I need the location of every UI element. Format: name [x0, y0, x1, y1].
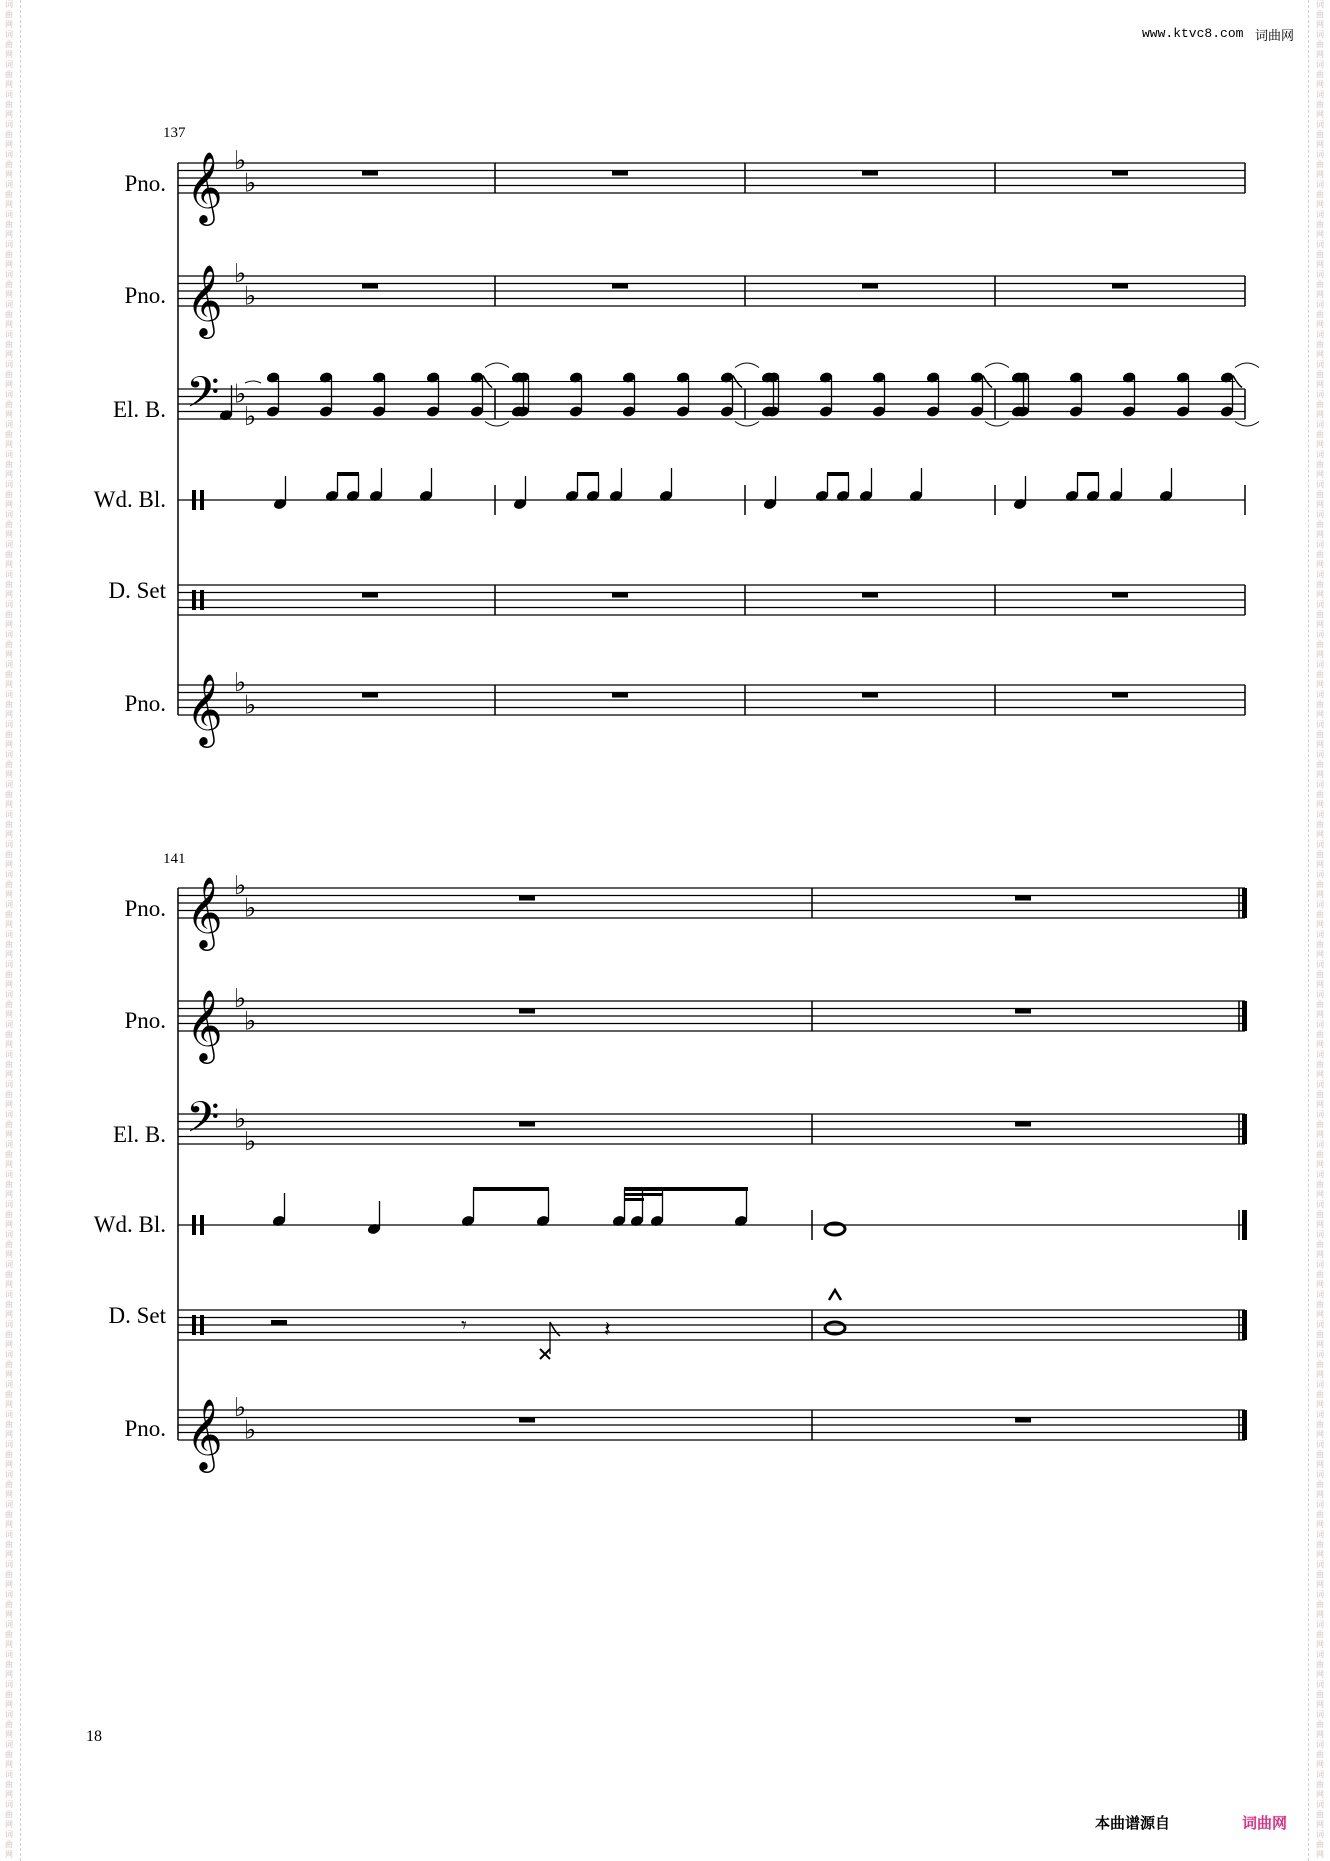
whole-rest: [862, 593, 878, 598]
whole-rest: [519, 896, 535, 901]
tie: [485, 363, 509, 368]
whole-rest: [862, 693, 878, 698]
marcato-accent: [829, 1290, 841, 1300]
tie: [735, 363, 759, 368]
whole-rest: [1015, 1122, 1031, 1127]
whole-rest: [612, 593, 628, 598]
percussion-clef: [192, 490, 196, 510]
instrument-label: Pno.: [124, 283, 166, 308]
footer-site-name: 词曲网: [1242, 1814, 1288, 1832]
percussion-clef: [200, 1215, 204, 1235]
treble-clef: 𝄞: [186, 672, 223, 745]
final-barline: [1242, 1114, 1247, 1144]
percussion-clef: [200, 590, 204, 610]
flat-sign: ♭: [244, 893, 257, 924]
header-site-url: www.ktvc8.com: [1142, 26, 1244, 41]
tie: [245, 381, 261, 383]
flat-sign: ♭: [244, 1006, 257, 1037]
treble-clef: 𝄞: [186, 263, 223, 336]
note-beam: [337, 472, 359, 476]
flat-sign: ♭: [244, 1415, 257, 1446]
whole-rest: [862, 171, 878, 176]
measure-number: 141: [163, 851, 186, 867]
instrument-label: D. Set: [108, 1303, 166, 1328]
flat-sign: ♭: [234, 668, 247, 698]
whole-rest: [1112, 593, 1128, 598]
bass-clef: 𝄢: [186, 368, 220, 428]
note-beam: [1077, 472, 1099, 476]
whole-rest: [1112, 171, 1128, 176]
instrument-label: Pno.: [124, 896, 166, 921]
note-beam: [827, 472, 849, 476]
final-barline: [1242, 888, 1247, 918]
whole-rest: [519, 1122, 535, 1127]
whole-rest: [1112, 693, 1128, 698]
tie: [985, 363, 1009, 368]
flat-sign: ♭: [234, 379, 247, 410]
footer-source-label: 本曲谱源自: [1095, 1814, 1171, 1832]
treble-clef: 𝄞: [186, 875, 223, 948]
tie: [735, 422, 759, 427]
whole-rest: [519, 1009, 535, 1014]
note-beam: [577, 472, 599, 476]
instrument-label: El. B.: [112, 1122, 166, 1147]
flat-sign: ♭: [234, 146, 247, 176]
instrument-label: Wd. Bl.: [93, 487, 166, 512]
instrument-label: Pno.: [124, 691, 166, 716]
whole-rest: [1015, 1009, 1031, 1014]
flat-sign: ♭: [244, 168, 257, 199]
tie: [1235, 422, 1259, 427]
flat-sign: ♭: [234, 871, 247, 901]
whole-rest: [362, 171, 378, 176]
flat-sign: ♭: [234, 1104, 247, 1135]
left-watermark: 词曲网词曲网词曲网词曲网词曲网词曲网词曲网词曲网词曲网词曲网词曲网词曲网词曲网词曲网词曲网词曲网词曲网词曲网词曲网词曲网词曲网词曲网词曲网词曲网词曲网词曲网词曲网词曲网词曲网词曲网词曲网词曲网词曲网词曲网词曲网词曲网词曲网词曲网词曲网词曲网词曲网词曲网词曲网词曲网词曲网词曲网词曲网词曲网词曲网词曲网词曲网词曲网词曲网词曲网词曲网词曲网词曲网词曲网词曲网词曲网词曲网词曲网: [5, 0, 13, 1859]
eighth-rest: 𝄾: [461, 1313, 467, 1339]
final-barline: [1242, 1210, 1247, 1240]
percussion-clef: [200, 1315, 204, 1335]
note-flag: [550, 1322, 560, 1336]
page-number: 18: [86, 1728, 102, 1745]
final-barline: [1242, 1310, 1247, 1340]
flat-sign: ♭: [244, 281, 257, 312]
note-beam: [473, 1187, 549, 1191]
right-watermark: 词曲网词曲网词曲网词曲网词曲网词曲网词曲网词曲网词曲网词曲网词曲网词曲网词曲网词曲网词曲网词曲网词曲网词曲网词曲网词曲网词曲网词曲网词曲网词曲网词曲网词曲网词曲网词曲网词曲网词曲网词曲网词曲网词曲网词曲网词曲网词曲网词曲网词曲网词曲网词曲网词曲网词曲网词曲网词曲网词曲网词曲网词曲网词曲网词曲网词曲网词曲网词曲网词曲网词曲网词曲网词曲网词曲网词曲网词曲网词曲网词曲网词曲网: [1316, 0, 1324, 1859]
whole-rest: [362, 693, 378, 698]
flat-sign: ♭: [234, 984, 247, 1014]
tie: [1235, 363, 1259, 368]
header-site-name: 词曲网: [1255, 29, 1295, 44]
whole-rest: [362, 284, 378, 289]
instrument-label: D. Set: [108, 578, 166, 603]
whole-rest: [519, 1418, 535, 1423]
quarter-rest: 𝄽: [604, 1317, 611, 1343]
treble-clef: 𝄞: [186, 988, 223, 1061]
whole-rest: [612, 171, 628, 176]
final-barline: [1242, 1410, 1247, 1440]
note-beam: [624, 1193, 662, 1196]
bass-clef: 𝄢: [186, 1093, 220, 1153]
flat-sign: ♭: [234, 259, 247, 289]
treble-clef: 𝄞: [186, 1397, 223, 1470]
instrument-label: El. B.: [112, 397, 166, 422]
treble-clef: 𝄞: [186, 150, 223, 223]
whole-rest: [362, 593, 378, 598]
flat-sign: ♭: [234, 1393, 247, 1423]
percussion-clef: [192, 1215, 196, 1235]
whole-rest: [1015, 896, 1031, 901]
whole-rest: [1015, 1418, 1031, 1423]
final-barline: [1242, 1001, 1247, 1031]
note-beam: [624, 1198, 644, 1201]
note-beam: [624, 1187, 748, 1191]
instrument-label: Pno.: [124, 1008, 166, 1033]
whole-rest: [862, 284, 878, 289]
whole-rest: [612, 693, 628, 698]
half-rest: [271, 1320, 287, 1325]
instrument-label: Pno.: [124, 1416, 166, 1441]
flat-sign: ♭: [244, 402, 257, 432]
tie: [485, 422, 509, 427]
whole-rest: [612, 284, 628, 289]
whole-rest: [1112, 284, 1128, 289]
percussion-clef: [192, 1315, 196, 1335]
instrument-label: Wd. Bl.: [93, 1212, 166, 1237]
tie: [985, 422, 1009, 427]
percussion-clef: [200, 490, 204, 510]
flat-sign: ♭: [244, 1127, 257, 1157]
instrument-label: Pno.: [124, 171, 166, 196]
measure-number: 137: [163, 125, 186, 141]
percussion-clef: [192, 590, 196, 610]
flat-sign: ♭: [244, 690, 257, 721]
